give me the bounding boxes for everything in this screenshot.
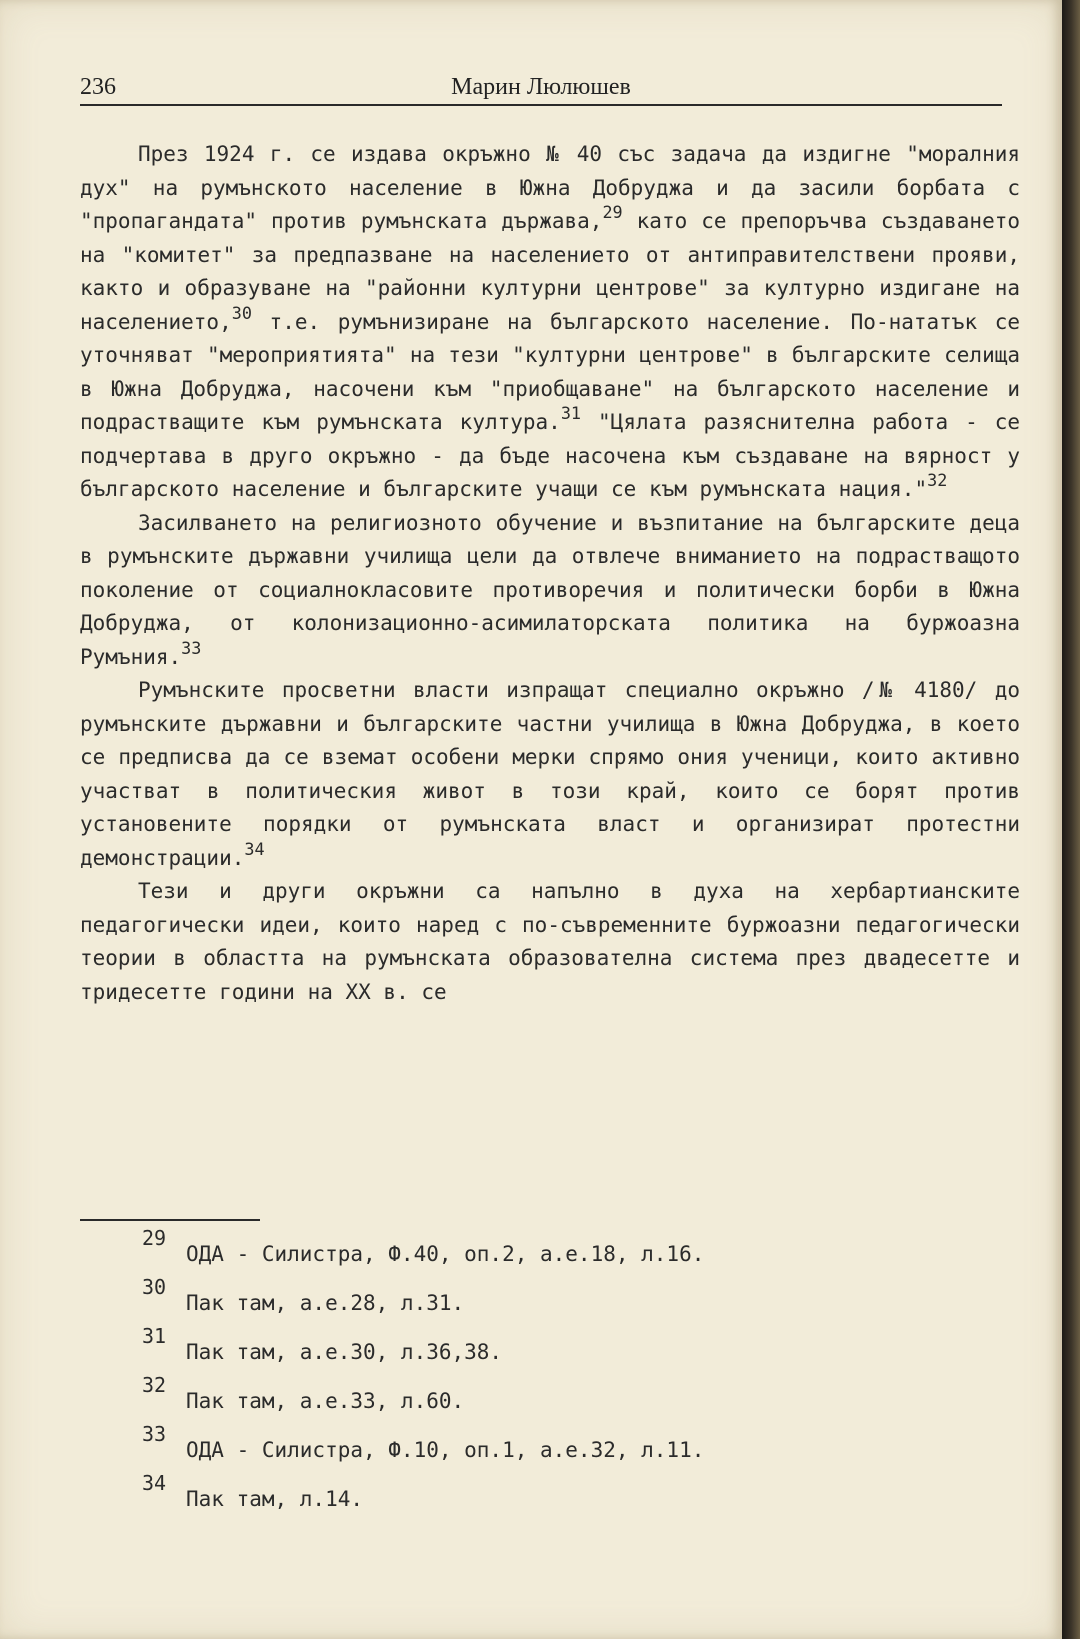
footnote — [140, 1471, 1020, 1520]
footnote-number: 34 — [142, 1471, 167, 1495]
footnote-number: 31 — [142, 1324, 167, 1348]
paragraph-text: т.е. румънизиране на българското население. По-нататък се уточняват "мероприятията" на тези "културни центрове" в българските селища в Южна Добруджа, насочени към "приобщаване" на българското население и подрастващите към румънската култура. — [80, 309, 1020, 434]
paragraph-2 — [80, 507, 1020, 675]
footnote-ref: 33 — [181, 637, 202, 658]
body-text — [80, 138, 1020, 1009]
footnote-text: ОДА - Силистра, Ф.10, оп.1, а.е.32, л.11. — [186, 1438, 705, 1462]
footnote-divider — [80, 1219, 260, 1221]
footnote-number: 29 — [142, 1226, 167, 1250]
footnote — [140, 1324, 1020, 1373]
paragraph-text: като се препоръчва създаването на "комитет" за предпазване на населението от антиправителствени прояви, както и образуване на "районни културни центрове" за културно издигане на населението, — [80, 209, 1021, 334]
footnotes — [140, 1226, 1020, 1520]
footnote-ref: 30 — [231, 302, 252, 323]
footnote — [140, 1422, 1020, 1471]
page-number: 236 — [80, 74, 116, 100]
footnote-ref: 32 — [927, 469, 948, 490]
footnote-text: Пак там, а.е.33, л.60. — [186, 1389, 465, 1413]
paragraph-4 — [80, 875, 1020, 1009]
paragraph-text: Тези и други окръжни са напълно в духа на хербартианските педагогически идеи, които наред с по-съвременните буржоазни педагогически теории в областта на румънската образователна система през двадесетте и тридесетте години на XX в. се — [80, 879, 1020, 1004]
footnote — [140, 1226, 1020, 1275]
paragraph-text: "Цялата разяснителна работа - се подчертава в друго окръжно - да бъде насочена към създаване на вярност у българското население и българските учащи се към румънската нация." — [80, 410, 1020, 501]
paragraph-text: През 1924 г. се издава окръжно № 40 със задача да издигне "моралния дух" на румънското население в Южна Добруджа и да засили борбата с "пропагандата" против румънската държава, — [80, 142, 1020, 233]
paragraph-text: Румънските просветни власти изпращат специално окръжно /№ 4180/ до румънските държавни и българските частни училища в Южна Добруджа, в което се предписва да се вземат особени мерки спрямо ония ученици, които активно участват в политическия живот в този край, които се борят против установените порядки от румънската власт и организират протестни демонстрации. — [80, 678, 1020, 870]
footnote-text: Пак там, а.е.30, л.36,38. — [186, 1340, 503, 1364]
running-header — [80, 72, 1002, 106]
footnote-ref: 31 — [560, 402, 582, 423]
footnote-text: ОДА - Силистра, Ф.40, оп.2, а.е.18, л.16. — [186, 1242, 705, 1266]
paragraph-1 — [80, 138, 1020, 507]
footnote-ref: 29 — [602, 201, 623, 222]
book-spine-edge — [1062, 0, 1080, 1639]
footnote-ref: 34 — [244, 838, 265, 859]
footnote — [140, 1275, 1020, 1324]
footnote — [140, 1373, 1020, 1422]
footnote-number: 32 — [142, 1373, 167, 1397]
footnote-number: 30 — [142, 1275, 167, 1299]
footnote-text: Пак там, л.14. — [186, 1487, 364, 1511]
footnote-number: 33 — [142, 1422, 167, 1446]
running-header-author: Марин Люлюшев — [451, 74, 631, 100]
footnote-text: Пак там, а.е.28, л.31. — [186, 1291, 465, 1315]
paragraph-text: Засилването на религиозното обучение и възпитание на българските деца в румънските държавни училища цели да отвлече вниманието на подрастващото поколение от социалнокласовите противоречия и политически борби в Южна Добруджа, от колонизационно-асимилаторската политика на буржоазна Румъния. — [80, 510, 1020, 669]
paragraph-3 — [80, 674, 1020, 875]
